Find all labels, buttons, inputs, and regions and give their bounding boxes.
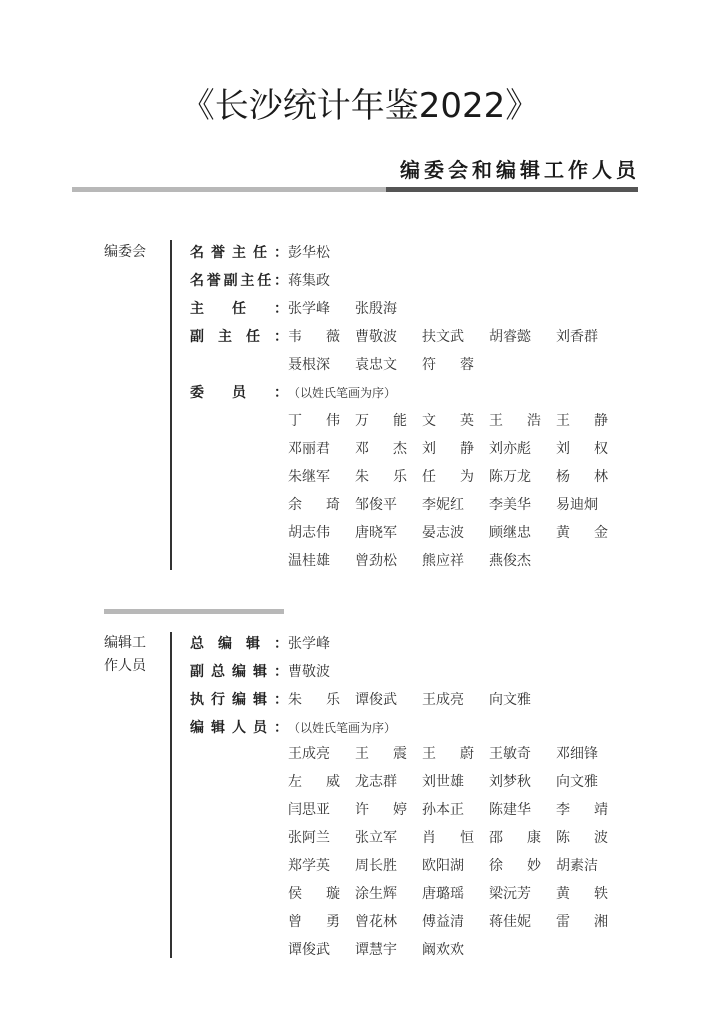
person-name: 梁沅芳 <box>489 886 531 902</box>
person-name: 胡志伟 <box>288 525 330 541</box>
role-names <box>288 322 623 350</box>
person-name: 王 浩 <box>489 413 541 429</box>
person-name: 阚欢欢 <box>422 942 464 958</box>
names-line <box>288 767 623 795</box>
section-rule <box>104 609 284 614</box>
person-name: 晏志波 <box>422 525 464 541</box>
person-name: 王 蔚 <box>422 746 474 762</box>
person-name: 文 英 <box>422 413 474 429</box>
committee-label: 编委会 <box>104 244 146 260</box>
person-name: 扶文武 <box>422 329 464 345</box>
person-name: 刘香群 <box>556 329 598 345</box>
role-names <box>288 266 355 294</box>
person-name: 左 威 <box>288 774 340 790</box>
person-name: 李 靖 <box>556 802 608 818</box>
person-name: 李妮红 <box>422 497 464 513</box>
role-names <box>288 657 355 685</box>
role-label: 名 誉 副 主 任 ： <box>190 273 288 289</box>
person-name: 唐璐瑶 <box>422 886 464 902</box>
person-name: 陈建华 <box>489 802 531 818</box>
editorial-label <box>104 632 164 678</box>
person-name: 刘 静 <box>422 441 474 457</box>
person-name: 谭慧宇 <box>355 942 397 958</box>
header-rule-dark <box>386 187 638 192</box>
role-label: 总 编 辑 ： <box>190 636 288 652</box>
person-name: 谭俊武 <box>355 692 397 708</box>
person-name: 蒋集政 <box>288 273 330 289</box>
person-name: 黄 金 <box>556 525 608 541</box>
editorial-label-line2: 作人员 <box>104 658 146 674</box>
person-name: 聂根深 <box>288 357 330 373</box>
person-name: 邹俊平 <box>355 497 397 513</box>
ordering-note: （以姓氏笔画为序） <box>288 720 397 735</box>
person-name: 张阿兰 <box>288 830 330 846</box>
page-title: 《长沙统计年鉴2022》 <box>180 86 540 126</box>
person-name: 曾花林 <box>355 914 397 930</box>
person-name: 曾劲松 <box>355 553 397 569</box>
person-name: 侯 璇 <box>288 886 340 902</box>
person-name: 张学峰 <box>288 636 330 652</box>
editorial-divider <box>170 632 172 958</box>
role-names <box>288 685 556 713</box>
person-name: 曾 勇 <box>288 914 340 930</box>
person-name: 邓 杰 <box>355 441 407 457</box>
person-name: 向文雅 <box>489 692 531 708</box>
names-line <box>288 546 623 574</box>
person-name: 杨 林 <box>556 469 608 485</box>
person-name: 王 静 <box>556 413 608 429</box>
role-names <box>288 350 489 378</box>
person-name: 陈万龙 <box>489 469 531 485</box>
person-name: 张学峰 <box>288 301 330 317</box>
role-label: 编 辑 人 员 ： <box>190 720 288 736</box>
role-label: 执 行 编 辑 ： <box>190 692 288 708</box>
person-name: 袁忠文 <box>355 357 397 373</box>
person-name: 李美华 <box>489 497 531 513</box>
person-name: 熊应祥 <box>422 553 464 569</box>
person-name: 蒋佳妮 <box>489 914 531 930</box>
person-name: 肖 恒 <box>422 830 474 846</box>
person-name: 谭俊武 <box>288 942 330 958</box>
role-label: 副 总 编 辑 ： <box>190 664 288 680</box>
person-name: 雷 湘 <box>556 914 608 930</box>
person-name: 韦 薇 <box>288 329 340 345</box>
person-name: 向文雅 <box>556 774 598 790</box>
person-name: 王成亮 <box>288 746 330 762</box>
role-names <box>288 629 355 657</box>
role-names <box>288 713 396 741</box>
role-label: 主 任 ： <box>190 301 288 317</box>
names-line <box>288 879 623 907</box>
role-names <box>288 294 422 322</box>
person-name: 燕俊杰 <box>489 553 531 569</box>
person-name: 周长胜 <box>355 858 397 874</box>
person-name: 曹敬波 <box>355 329 397 345</box>
person-name: 张殷海 <box>355 301 397 317</box>
person-name: 郑学英 <box>288 858 330 874</box>
person-name: 王 震 <box>355 746 407 762</box>
person-name: 许 婷 <box>355 802 407 818</box>
names-line <box>288 434 623 462</box>
person-name: 孙本正 <box>422 802 464 818</box>
person-name: 朱 乐 <box>355 469 407 485</box>
person-name: 彭华松 <box>288 245 330 261</box>
names-line <box>288 795 623 823</box>
person-name: 邓细锋 <box>556 746 598 762</box>
person-name: 万 能 <box>355 413 407 429</box>
person-name: 易迪炯 <box>556 497 598 513</box>
role-label: 委 员 ： <box>190 385 288 401</box>
person-name: 王敏奇 <box>489 746 531 762</box>
person-name: 唐晓军 <box>355 525 397 541</box>
person-name: 顾继忠 <box>489 525 531 541</box>
section-subtitle: 编委会和编辑工作人员 <box>400 158 640 182</box>
person-name: 胡睿懿 <box>489 329 531 345</box>
person-name: 符 蓉 <box>422 357 474 373</box>
person-name: 黄 轶 <box>556 886 608 902</box>
committee-members <box>288 406 623 574</box>
role-label <box>190 350 288 378</box>
names-line <box>288 406 623 434</box>
names-line <box>288 518 623 546</box>
person-name: 刘世雄 <box>422 774 464 790</box>
names-line <box>288 907 623 935</box>
names-line <box>288 935 623 963</box>
person-name: 王成亮 <box>422 692 464 708</box>
person-name: 刘梦秋 <box>489 774 531 790</box>
person-name: 任 为 <box>422 469 474 485</box>
editorial-label-line1: 编辑工 <box>104 635 146 651</box>
role-names <box>288 378 396 406</box>
person-name: 朱继军 <box>288 469 330 485</box>
ordering-note: （以姓氏笔画为序） <box>288 385 397 400</box>
person-name: 朱 乐 <box>288 692 340 708</box>
person-name: 余 琦 <box>288 497 340 513</box>
person-name: 丁 伟 <box>288 413 340 429</box>
names-line <box>288 739 623 767</box>
person-name: 邓丽君 <box>288 441 330 457</box>
committee-divider <box>170 240 172 570</box>
person-name: 刘 权 <box>556 441 608 457</box>
names-line <box>288 851 623 879</box>
person-name: 涂生辉 <box>355 886 397 902</box>
person-name: 陈 波 <box>556 830 608 846</box>
header-rule-light <box>72 187 386 192</box>
person-name: 胡素洁 <box>556 858 598 874</box>
person-name: 闫思亚 <box>288 802 330 818</box>
names-line <box>288 823 623 851</box>
person-name: 欧阳湖 <box>422 858 464 874</box>
editorial-members <box>288 739 623 963</box>
person-name: 邵 康 <box>489 830 541 846</box>
person-name: 温桂雄 <box>288 553 330 569</box>
names-line <box>288 462 623 490</box>
role-label: 副 主 任 ： <box>190 329 288 345</box>
person-name: 张立军 <box>355 830 397 846</box>
role-label: 名 誉 主 任 ： <box>190 245 288 261</box>
role-names <box>288 238 355 266</box>
names-line <box>288 490 623 518</box>
person-name: 龙志群 <box>355 774 397 790</box>
person-name: 刘亦彪 <box>489 441 531 457</box>
person-name: 曹敬波 <box>288 664 330 680</box>
person-name: 徐 妙 <box>489 858 541 874</box>
person-name: 傅益清 <box>422 914 464 930</box>
